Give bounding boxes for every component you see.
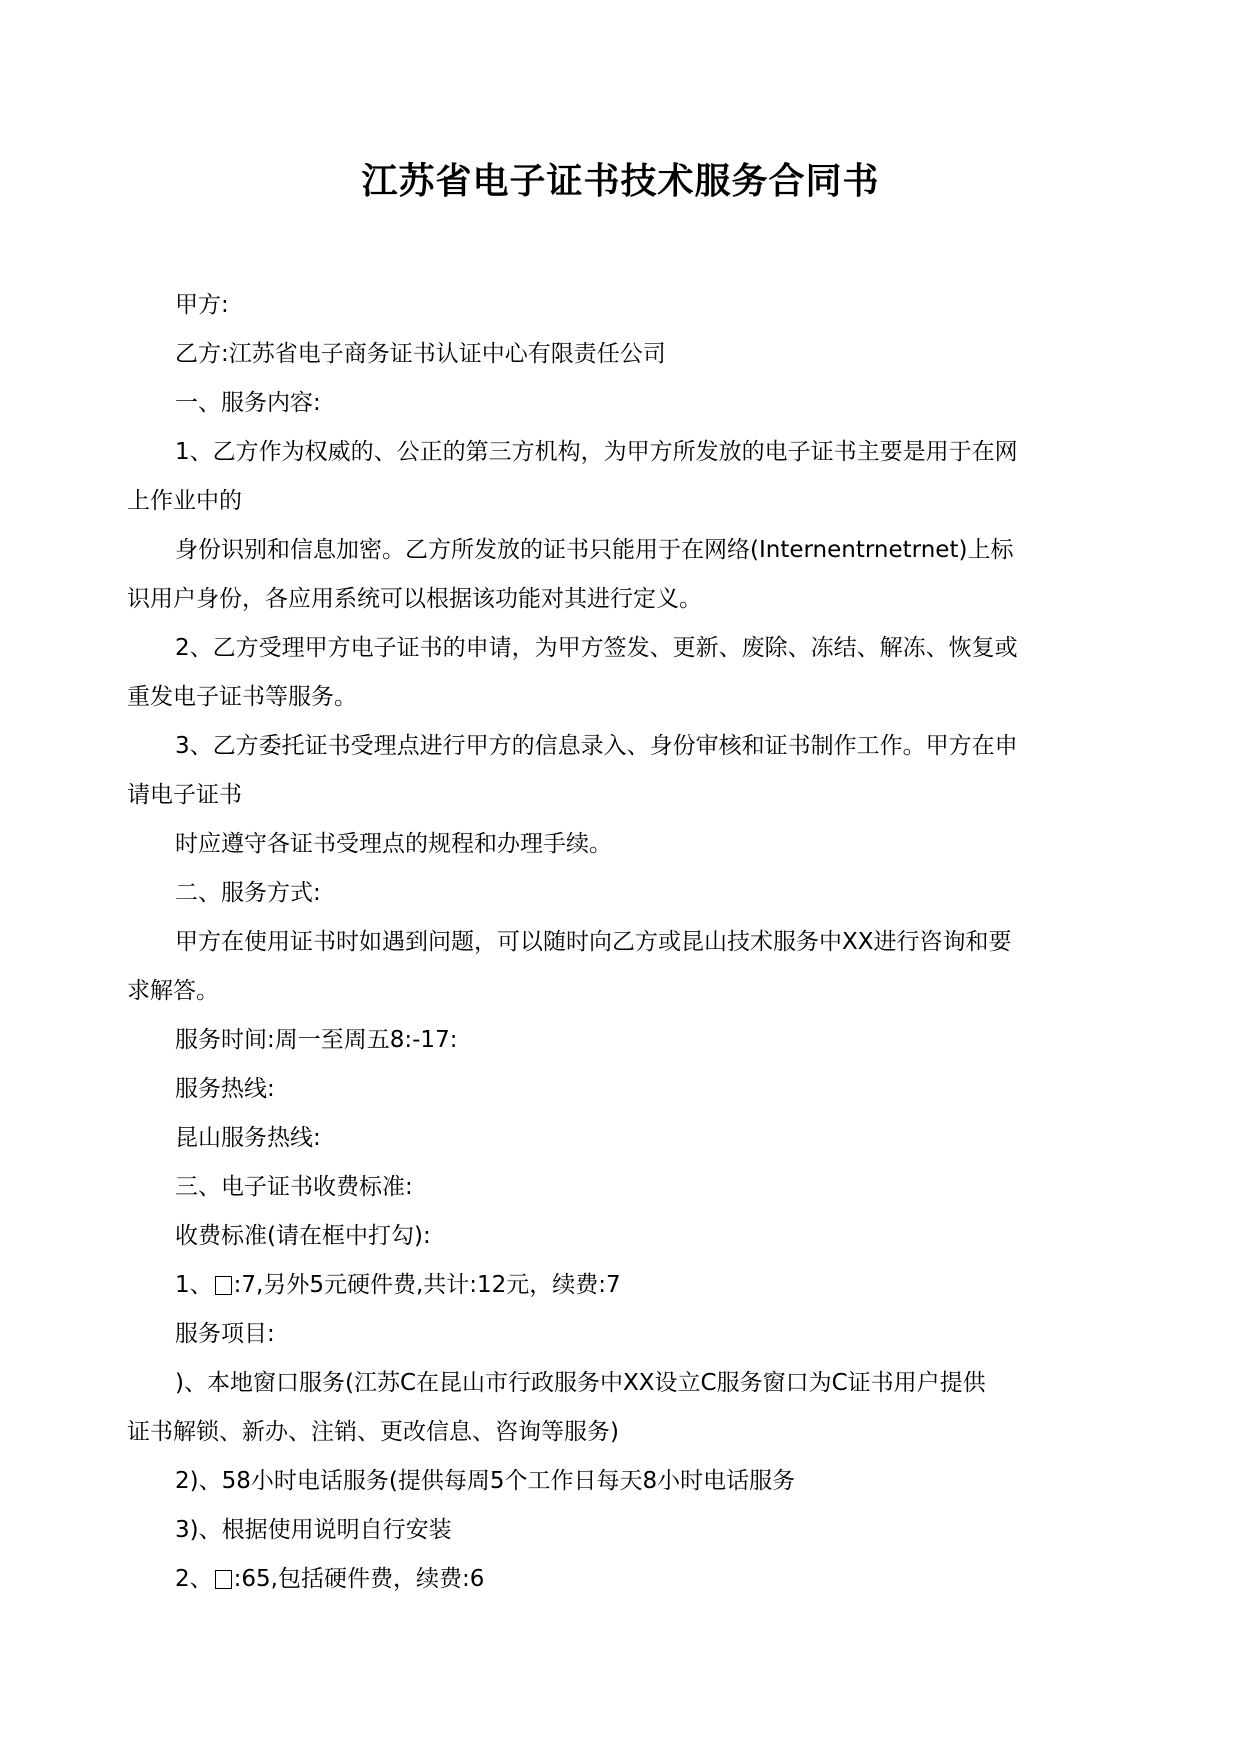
paragraph-line: 2、乙方受理甲方电子证书的申请，为甲方签发、更新、废除、冻结、解冻、恢复或: [175, 635, 1018, 661]
fee-option-2-prefix: 2、: [175, 1566, 213, 1592]
fee-option-2-text: :65,包括硬件费，续费:6: [233, 1566, 485, 1592]
document-title: 江苏省电子证书技术服务合同书: [361, 161, 880, 202]
paragraph-line: 重发电子证书等服务。: [127, 684, 357, 710]
fee-option-2: [151, 1555, 1101, 1604]
section-heading-fee-standard: 三、电子证书收费标准:: [175, 1174, 413, 1200]
paragraph-line: 请电子证书: [127, 782, 242, 808]
fee-option-1: [151, 1261, 1101, 1310]
paragraph-line: 求解答。: [127, 978, 219, 1004]
section-heading-service-method: 二、服务方式:: [175, 880, 321, 906]
paragraph-line: 身份识别和信息加密。乙方所发放的证书只能用于在网络(Internentrnetrnet)上标: [175, 537, 1014, 563]
service-hotline-line: 服务热线:: [175, 1076, 275, 1102]
fee-option-1-text: :7,另外5元硬件费,共计:12元，续费:7: [233, 1272, 621, 1298]
fee-standard-instruction: 收费标准(请在框中打勾):: [175, 1223, 431, 1249]
paragraph-line: 时应遵守各证书受理点的规程和办理手续。: [175, 831, 612, 857]
section-heading-service-content: 一、服务内容:: [175, 390, 321, 416]
fee-option-1-checkbox[interactable]: [215, 1276, 232, 1295]
paragraph-line: )、本地窗口服务(江苏C在昆山市行政服务中XX设立C服务窗口为C证书用户提供: [175, 1370, 986, 1396]
paragraph-line: 识用户身份，各应用系统可以根据该功能对其进行定义。: [127, 586, 702, 612]
party-a-line: 甲方:: [175, 292, 229, 318]
paragraph-line: 证书解锁、新办、注销、更改信息、咨询等服务): [127, 1419, 619, 1445]
service-hours-line: 服务时间:周一至周五8:-17:: [175, 1027, 458, 1053]
document-body: [127, 281, 1101, 1604]
paragraph-line: 1、乙方作为权威的、公正的第三方机构，为甲方所发放的电子证书主要是用于在网: [175, 439, 1018, 465]
service-items-heading: 服务项目:: [175, 1321, 275, 1347]
paragraph-line: 3、乙方委托证书受理点进行甲方的信息录入、身份审核和证书制作工作。甲方在申: [175, 733, 1018, 759]
fee-option-2-checkbox[interactable]: [215, 1570, 232, 1589]
paragraph-line: 2)、58小时电话服务(提供每周5个工作日每天8小时电话服务: [175, 1468, 796, 1494]
paragraph-line: 甲方在使用证书时如遇到问题，可以随时向乙方或昆山技术服务中XX进行咨询和要: [175, 929, 1012, 955]
party-b-line: 乙方:江苏省电子商务证书认证中心有限责任公司: [175, 341, 666, 367]
paragraph-line: 3)、根据使用说明自行安装: [175, 1517, 452, 1543]
fee-option-1-prefix: 1、: [175, 1272, 213, 1298]
paragraph-line: 上作业中的: [127, 488, 242, 514]
kunshan-hotline-line: 昆山服务热线:: [175, 1125, 321, 1151]
